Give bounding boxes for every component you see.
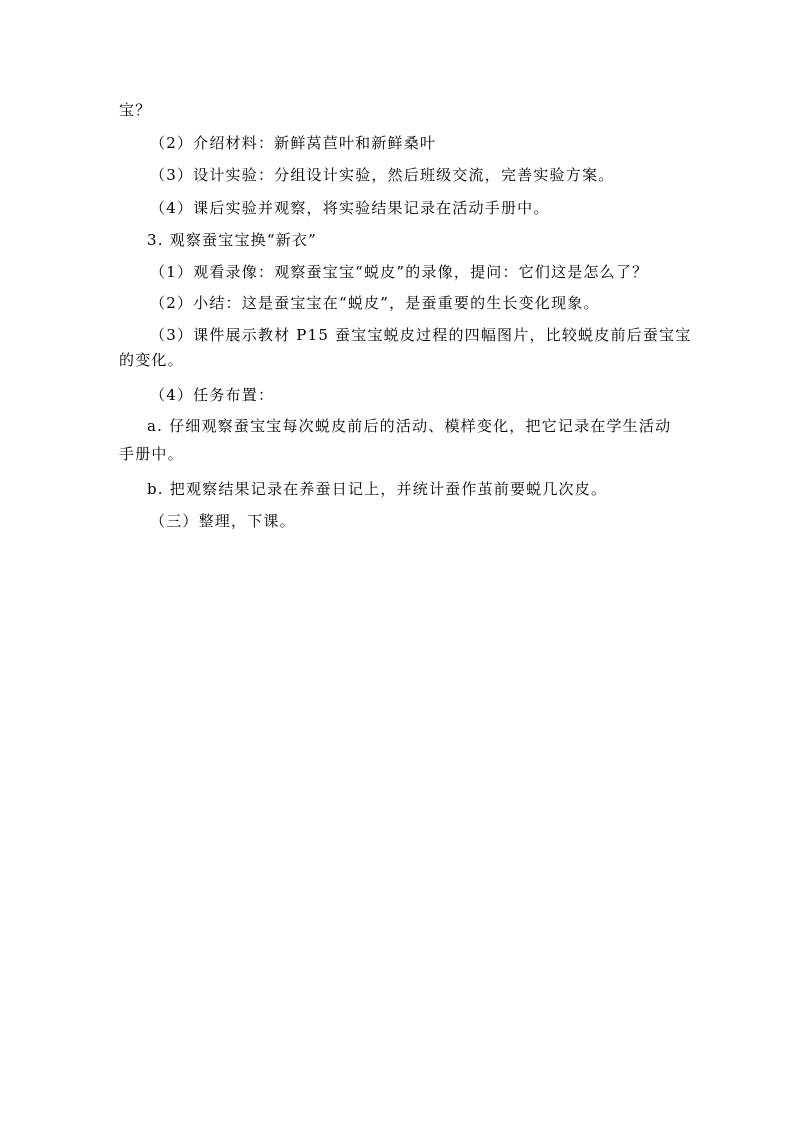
text-line: （3）设计实验：分组设计实验，然后班级交流，完善实验方案。 [150, 166, 615, 184]
text-line: （3）课件展示教材 P15 蚕宝宝蜕皮过程的四幅图片，比较蜕皮前后蚕宝宝 [150, 326, 692, 344]
text-line: （4）任务布置： [150, 386, 275, 404]
text-line: 宝？ [119, 101, 152, 119]
text-line: （1）观看录像：观察蚕宝宝“蜕皮”的录像，提问：它们这是怎么了？ [150, 263, 649, 281]
section-heading: 3. 观察蚕宝宝换“新衣” [147, 231, 318, 249]
text-line: b. 把观察结果记录在养蚕日记上，并统计蚕作茧前要蜕几次皮。 [147, 480, 608, 498]
text-line: （2）小结：这是蚕宝宝在“蜕皮”，是蚕重要的生长变化现象。 [150, 294, 600, 312]
text-line: 手册中。 [119, 445, 184, 463]
text-line: （4）课后实验并观察，将实验结果记录在活动手册中。 [150, 199, 550, 217]
text-line: （2）介绍材料：新鲜莴苣叶和新鲜桑叶 [150, 134, 437, 152]
text-line: 的变化。 [119, 351, 184, 369]
section-heading: （三）整理，下课。 [150, 512, 296, 530]
text-line: a. 仔细观察蚕宝宝每次蜕皮前后的活动、模样变化，把它记录在学生活动 [147, 417, 672, 435]
